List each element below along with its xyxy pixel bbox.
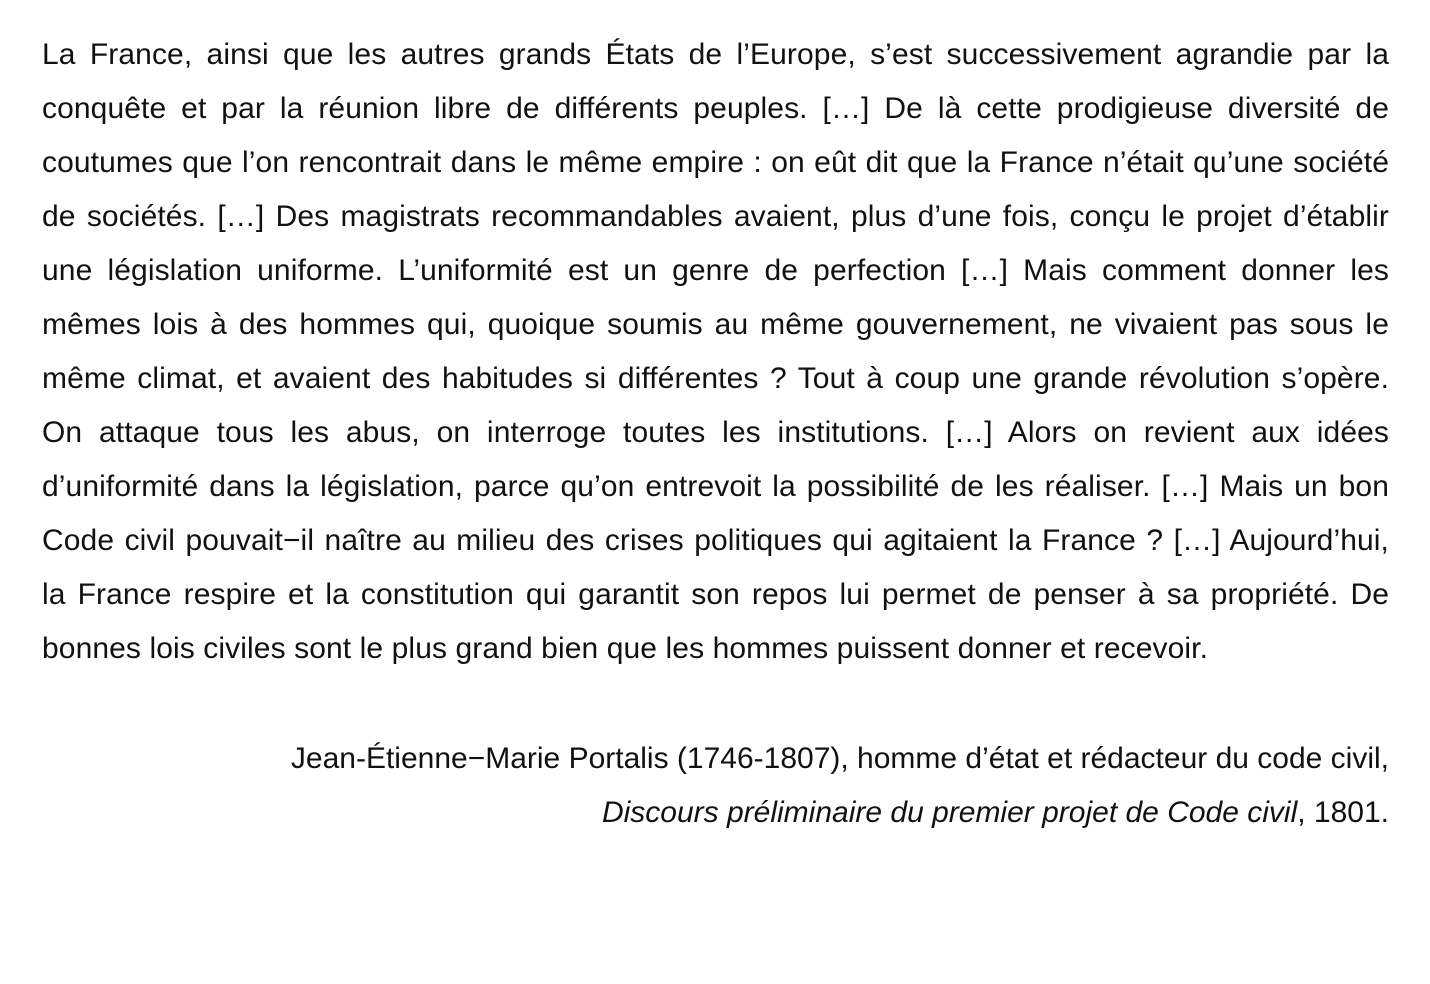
attribution-source-line	[42, 786, 1389, 840]
source-date: , 1801.	[1297, 796, 1389, 829]
document-page	[42, 28, 1389, 840]
attribution	[42, 732, 1389, 840]
source-work-title: Discours préliminaire du premier projet de Code civil	[601, 796, 1298, 829]
quote-paragraph: La France, ainsi que les autres grands États de l’Europe, s’est successivement agrandie par la conquête et par la réunion libre de différents peuples. […] De là cette prodigieuse diversité de coutumes que l’on rencontrait dans le même empire : on eût dit que la France n’était qu’une société de sociétés. […] Des magistrats recommandables avaient, plus d’une fois, conçu le projet d’établir une législation uniforme. L’uniformité est un genre de perfection […] Mais comment donner les mêmes lois à des hommes qui, quoique soumis au même gouvernement, ne vivaient pas sous le même climat, et avaient des habitudes si différentes ? Tout à coup une grande révolution s’opère. On attaque tous les abus, on interroge toutes les institutions. […] Alors on revient aux idées d’uniformité dans la législation, parce qu’on entrevoit la possibilité de les réaliser. […] Mais un bon Code civil pouvait−il naître au milieu des crises politiques qui agitaient la France ? […] Aujourd’hui, la France respire et la constitution qui garantit son repos lui permet de penser à sa propriété. De bonnes lois civiles sont le plus grand bien que les hommes puissent donner et recevoir.	[42, 38, 1389, 665]
attribution-author-line: Jean-Étienne−Marie Portalis (1746-1807), homme d’état et rédacteur du code civil,	[290, 742, 1389, 775]
